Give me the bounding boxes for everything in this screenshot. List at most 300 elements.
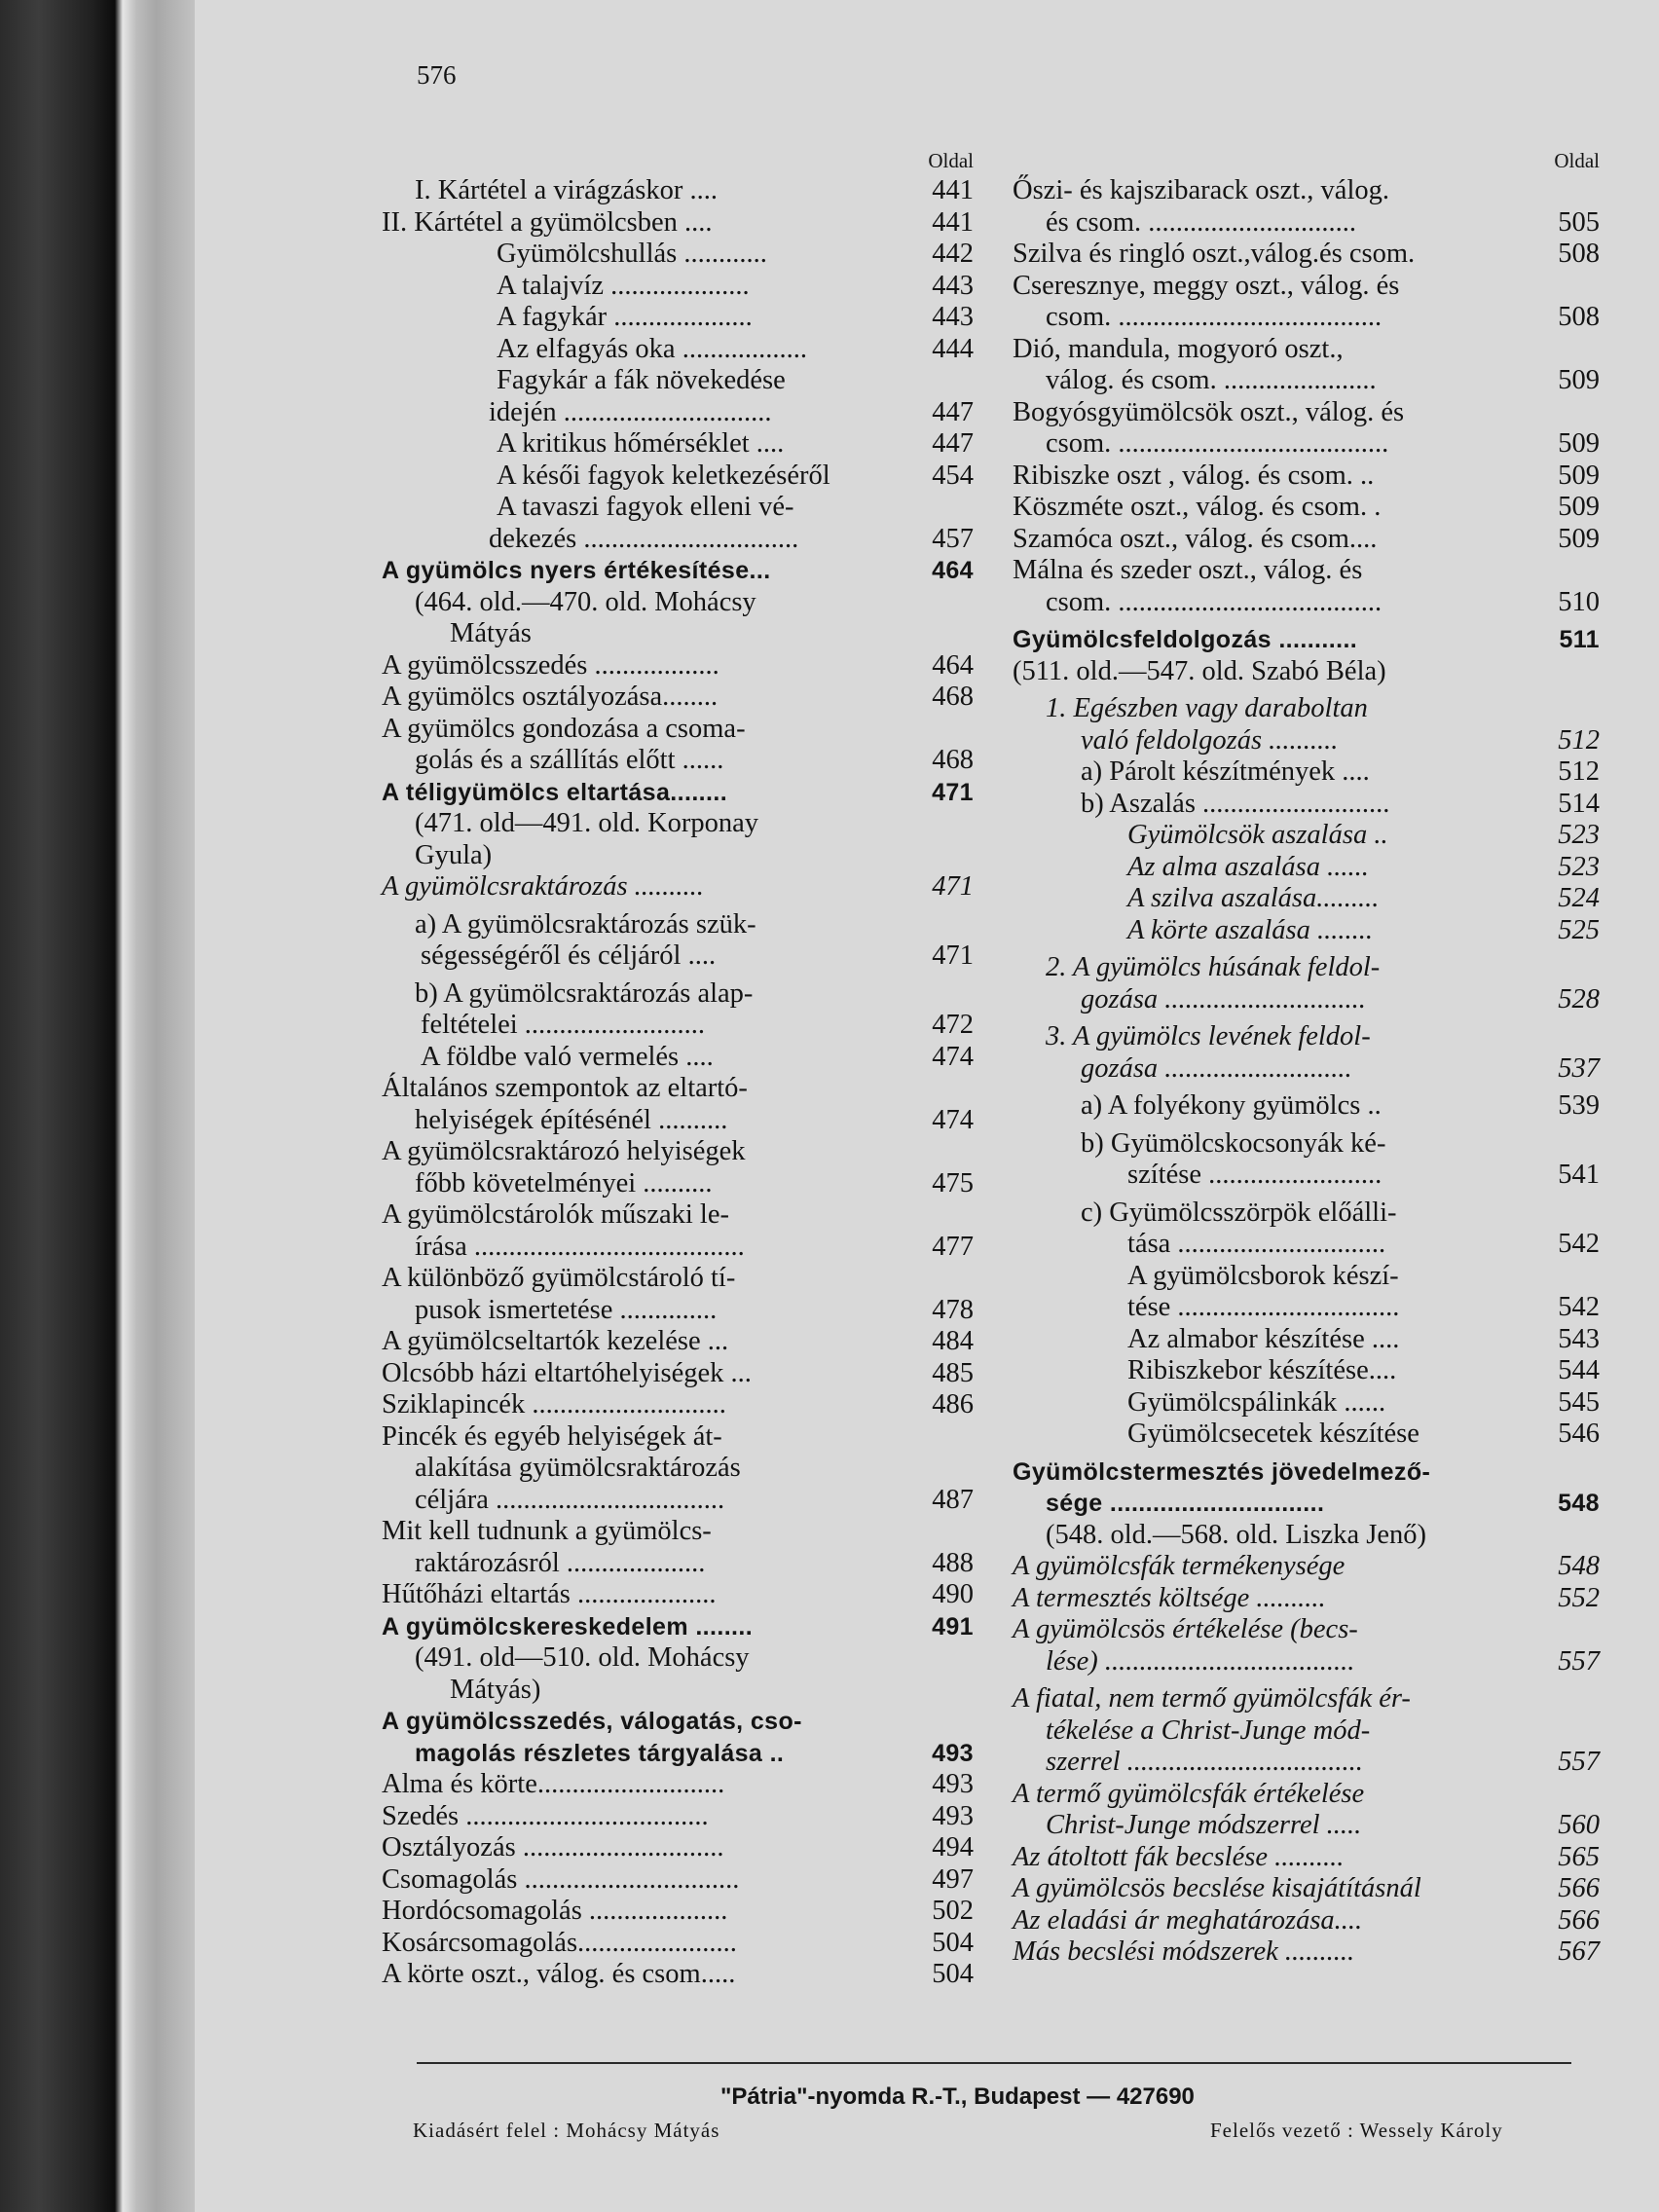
toc-entry — [1013, 1873, 1600, 1905]
toc-entry — [382, 555, 974, 587]
toc-entry-page: 565 — [1558, 1841, 1600, 1872]
toc-entry-title: Dió, mandula, mogyoró oszt., — [1013, 333, 1344, 364]
toc-entry-title: ségességéről és céljáról .... — [421, 940, 717, 971]
toc-entry-title: b) Aszalás ........................... — [1081, 788, 1390, 819]
toc-entry-page: 493 — [932, 1739, 974, 1767]
toc-entry — [1013, 1936, 1600, 1969]
toc-entry-title: Málna és szeder oszt., válog. és — [1013, 555, 1363, 585]
toc-entry — [1013, 789, 1600, 821]
toc-entry — [382, 1579, 974, 1611]
toc-entry — [1013, 524, 1600, 556]
toc-entry-page: 443 — [932, 302, 974, 332]
toc-entry-page: 472 — [932, 1010, 974, 1040]
toc-entry-page: 539 — [1558, 1090, 1600, 1121]
toc-entry — [382, 1358, 974, 1390]
toc-entry-title: Hűtőházi eltartás .................... — [382, 1579, 717, 1609]
toc-entry-title: A termesztés költsége .......... — [1013, 1582, 1326, 1613]
toc-entry-page: 441 — [932, 175, 974, 205]
toc-entry-title: Gyümölcshullás ............ — [497, 239, 767, 269]
toc-entry — [1013, 271, 1600, 303]
toc-entry — [1013, 725, 1600, 757]
toc-entry-page: 548 — [1558, 1490, 1600, 1517]
toc-entry-title: b) Gyümölcskocsonyák ké- — [1081, 1127, 1386, 1159]
toc-entry — [1013, 555, 1600, 587]
toc-entry-title: I. Kártétel a virágzáskor .... — [415, 175, 718, 205]
toc-entry — [382, 587, 974, 619]
toc-entry-page: 447 — [932, 428, 974, 459]
toc-entry-page: 441 — [932, 206, 974, 238]
toc-entry — [382, 365, 974, 397]
toc-entry — [1013, 397, 1600, 429]
toc-entry-title: tékelése a Christ-Junge mód- — [1046, 1714, 1371, 1746]
toc-entry — [382, 940, 974, 973]
toc-entry — [382, 1738, 974, 1770]
toc-entry — [382, 461, 974, 493]
toc-entry-page: 471 — [932, 871, 974, 902]
toc-entry-title: Gyümölcspálinkák ...... — [1127, 1386, 1386, 1418]
toc-entry — [1013, 820, 1600, 852]
toc-entry-page: 447 — [932, 396, 974, 427]
toc-entry-title: csom. ...................................... — [1046, 302, 1382, 332]
toc-entry-page: 454 — [932, 460, 974, 491]
toc-entry-page: 464 — [932, 649, 974, 681]
toc-entry-page: 468 — [932, 745, 974, 775]
toc-entry-title: A gyümölcstárolók műszaki le- — [382, 1199, 729, 1230]
toc-entry — [382, 1263, 974, 1295]
toc-entry-page: 543 — [1558, 1323, 1600, 1354]
toc-entry — [1013, 1160, 1600, 1192]
toc-right-column — [1013, 146, 1600, 1969]
toc-entry — [382, 871, 974, 903]
toc-entry — [1013, 1419, 1600, 1451]
toc-entry-title: csom. ...................................... — [1046, 586, 1382, 617]
toc-entry-page: 477 — [932, 1231, 974, 1262]
toc-entry-page: 502 — [932, 1896, 974, 1926]
toc-entry-title: Az eladási ár meghatározása.... — [1013, 1904, 1363, 1936]
toc-entry — [1013, 1779, 1600, 1811]
toc-entry-title: b) A gyümölcsraktározás alap- — [415, 977, 754, 1009]
toc-entry — [382, 1928, 974, 1960]
toc-entry-title: A gyümölcs gondozása a csoma- — [382, 713, 746, 744]
toc-entry-title: gozása ............................. — [1081, 983, 1366, 1014]
toc-entry-page: 523 — [1558, 820, 1600, 850]
toc-entry-page: 557 — [1558, 1747, 1600, 1777]
toc-entry-page: 494 — [932, 1832, 974, 1862]
footer-rule — [417, 2062, 1571, 2064]
toc-entry-page: 486 — [932, 1389, 974, 1419]
toc-entry-title: Kosárcsomagolás....................... — [382, 1927, 737, 1958]
toc-entry-title: Köszméte oszt., válog. és csom. . — [1013, 492, 1382, 522]
toc-entry-title: Osztályozás ............................. — [382, 1832, 724, 1862]
toc-entry — [382, 618, 974, 650]
toc-entry-title: A gyümölcsraktározó helyiségek — [382, 1136, 746, 1166]
toc-entry-title: (471. old—491. old. Korponay — [415, 808, 759, 838]
toc-entry-title: sége .............................. — [1046, 1490, 1325, 1517]
toc-entry — [382, 1769, 974, 1801]
toc-entry-title: Bogyósgyümölcsök oszt., válog. és — [1013, 396, 1405, 427]
toc-entry-title: A fagykár .................... — [497, 302, 753, 332]
toc-entry — [382, 1421, 974, 1454]
toc-entry — [382, 1168, 974, 1200]
toc-entry — [382, 909, 974, 941]
toc-entry-title: Gyümölcsecetek készítése — [1127, 1419, 1419, 1449]
toc-entry — [1013, 883, 1600, 915]
toc-entry — [382, 1801, 974, 1833]
toc-entry — [382, 1642, 974, 1675]
toc-entry-title: céljára ................................. — [415, 1484, 725, 1515]
toc-entry — [1013, 656, 1600, 688]
toc-entry-title: Gyula) — [415, 839, 493, 870]
toc-entry — [1013, 984, 1600, 1016]
toc-entry-title: A szilva aszalása......... — [1127, 883, 1380, 913]
toc-entry-title: A gyümölcsraktározás .......... — [382, 871, 704, 902]
toc-entry-title: Az átoltott fák becslése .......... — [1013, 1841, 1345, 1872]
toc-entry — [382, 1295, 974, 1327]
toc-entry — [382, 1675, 974, 1707]
toc-entry — [382, 302, 974, 334]
toc-entry-title: szerrel .................................. — [1046, 1747, 1363, 1777]
toc-entry-title: Szedés ................................... — [382, 1800, 709, 1831]
toc-entry-page: 552 — [1558, 1582, 1600, 1613]
toc-entry-title: Általános szempontok az eltartó- — [382, 1073, 748, 1103]
toc-entry-title: pusok ismertetése .............. — [415, 1294, 718, 1325]
toc-entry-page: 475 — [932, 1167, 974, 1198]
toc-entry-title: Sziklapincék ............................ — [382, 1389, 726, 1419]
toc-entry — [1013, 1715, 1600, 1748]
toc-entry-title: raktározásról .................... — [415, 1547, 706, 1578]
toc-entry-title: A termő gyümölcsfák értékelése — [1013, 1778, 1365, 1809]
toc-entry-page: 509 — [1558, 492, 1600, 522]
toc-entry — [382, 714, 974, 746]
toc-entry — [382, 524, 974, 556]
publisher-line: Kiadásért felel : Mohácsy Mátyás — [413, 2119, 720, 2142]
toc-entry-page: 544 — [1558, 1355, 1600, 1385]
toc-entry-title: Gyümölcstermesztés jövedelmező- — [1013, 1457, 1431, 1486]
toc-entry — [1013, 1488, 1600, 1520]
toc-entry — [382, 1832, 974, 1864]
toc-entry-page: 510 — [1558, 586, 1600, 617]
toc-entry — [1013, 1583, 1600, 1615]
toc-entry — [1013, 1090, 1600, 1123]
toc-entry-title: (548. old.—568. old. Liszka Jenő) — [1046, 1519, 1427, 1550]
toc-entry — [1013, 334, 1600, 366]
toc-entry-title: A talajvíz .................... — [497, 270, 750, 301]
toc-entry-title: A gyümölcsszedés, válogatás, cso- — [382, 1708, 802, 1735]
toc-entry — [382, 1326, 974, 1358]
toc-entry-page: 537 — [1558, 1052, 1600, 1084]
toc-entry-page: 444 — [932, 333, 974, 364]
toc-entry — [1013, 1683, 1600, 1715]
toc-entry — [1013, 461, 1600, 493]
page-number: 576 — [417, 60, 457, 90]
toc-entry-page: 545 — [1558, 1386, 1600, 1418]
toc-entry — [1013, 1387, 1600, 1419]
toc-entry-title: Christ-Junge módszerrel ..... — [1046, 1810, 1362, 1840]
toc-entry — [382, 650, 974, 682]
toc-entry-title: Cseresznye, meggy oszt., válog. és — [1013, 270, 1400, 301]
toc-entry — [382, 682, 974, 714]
toc-entry-title: A gyümölcsös értékelése (becs- — [1013, 1614, 1358, 1644]
toc-entry-page: 457 — [932, 523, 974, 554]
toc-entry — [1013, 1614, 1600, 1646]
toc-entry-title: A gyümölcsfák termékenysége — [1013, 1551, 1346, 1581]
toc-entry — [382, 1389, 974, 1421]
toc-entry-title: Az elfagyás oka .................. — [497, 333, 807, 364]
toc-entry — [382, 334, 974, 366]
toc-entry — [1013, 1747, 1600, 1779]
toc-entry — [382, 1453, 974, 1485]
toc-entry-title: Ribiszkebor készítése.... — [1127, 1355, 1397, 1385]
toc-entry-page: 497 — [932, 1863, 974, 1895]
toc-entry-title: 1. Egészben vagy daraboltan — [1046, 693, 1368, 723]
toc-entry-page: 464 — [932, 557, 974, 584]
toc-entry — [382, 1706, 974, 1738]
toc-entry — [382, 745, 974, 777]
toc-entry — [382, 428, 974, 461]
toc-entry — [1013, 1292, 1600, 1324]
toc-entry-title: alakítása gyümölcsraktározás — [415, 1453, 741, 1483]
toc-entry — [382, 1105, 974, 1137]
toc-entry-title: Gyümölcsök aszalása .. — [1127, 820, 1388, 850]
toc-entry — [382, 1042, 974, 1074]
toc-entry-page: 512 — [1558, 756, 1600, 787]
toc-entry — [1013, 1021, 1600, 1053]
toc-entry-title: A gyümölcsszedés .................. — [382, 649, 719, 681]
toc-entry-page: 528 — [1558, 983, 1600, 1014]
toc-entry-title: Pincék és egyéb helyiségek át- — [382, 1420, 722, 1452]
toc-entry — [1013, 1810, 1600, 1842]
toc-entry-page: 525 — [1558, 914, 1600, 945]
toc-entry — [1013, 915, 1600, 947]
toc-entry-page: 488 — [932, 1547, 974, 1578]
toc-entry-page: 474 — [932, 1104, 974, 1135]
toc-entry — [1013, 1324, 1600, 1356]
toc-entry-title: golás és a szállítás előtt ...... — [415, 745, 724, 775]
toc-entry — [1013, 624, 1600, 656]
toc-entry-title: feltételei .......................... — [421, 1010, 706, 1040]
toc-entry-title: a) Párolt készítmények .... — [1081, 756, 1370, 787]
toc-entry — [382, 1896, 974, 1928]
toc-entry-title: A késői fagyok keletkezéséről — [497, 460, 830, 491]
toc-entry-page: 508 — [1558, 239, 1600, 269]
toc-entry — [382, 1485, 974, 1517]
toc-entry-title: A tavaszi fagyok elleni vé- — [497, 492, 794, 522]
toc-entry-title: helyiségek építésénél .......... — [415, 1104, 728, 1135]
toc-entry-title: A különböző gyümölcstároló tí- — [382, 1263, 736, 1293]
toc-entry-title: Hordócsomagolás .................... — [382, 1896, 728, 1926]
toc-entry — [382, 239, 974, 271]
toc-entry-page: 509 — [1558, 460, 1600, 491]
toc-entry — [1013, 207, 1600, 240]
toc-entry-page: 566 — [1558, 1873, 1600, 1903]
toc-entry-title: a) A folyékony gyümölcs .. — [1081, 1090, 1382, 1121]
toc-entry-page: 512 — [1558, 724, 1600, 756]
toc-entry-page: 471 — [932, 940, 974, 971]
toc-entry-title: gozása ........................... — [1081, 1052, 1352, 1084]
toc-entry — [382, 1864, 974, 1897]
toc-entry — [1013, 1646, 1600, 1678]
toc-entry-title: Ribiszke oszt , válog. és csom. .. — [1013, 460, 1375, 491]
toc-entry-title: Szilva és ringló oszt.,válog.és csom. — [1013, 239, 1416, 269]
toc-entry-page: 523 — [1558, 851, 1600, 882]
toc-entry-page: 468 — [932, 682, 974, 712]
toc-entry-page: 487 — [932, 1484, 974, 1515]
toc-entry-page: 566 — [1558, 1904, 1600, 1936]
right-column-header: Oldal — [1554, 149, 1600, 172]
toc-entry — [1013, 1551, 1600, 1583]
toc-entry-page: 478 — [932, 1294, 974, 1325]
toc-entry — [382, 978, 974, 1011]
toc-entry-title: Fagykár a fák növekedése — [497, 365, 786, 395]
toc-entry — [382, 840, 974, 872]
toc-entry — [382, 1073, 974, 1105]
toc-entry — [382, 207, 974, 240]
toc-entry — [1013, 239, 1600, 271]
toc-entry-title: c) Gyümölcsszörpök előálli- — [1081, 1197, 1397, 1228]
toc-entry-title: csom. ....................................... — [1046, 428, 1389, 459]
toc-left-column — [382, 146, 974, 1991]
toc-entry-title: Mátyás) — [450, 1674, 541, 1705]
toc-entry — [1013, 365, 1600, 397]
toc-entry-title: A gyümölcs nyers értékesítése... — [382, 557, 771, 584]
toc-entry-title: tése ................................ — [1127, 1292, 1400, 1322]
toc-entry-page: 546 — [1558, 1419, 1600, 1449]
toc-entry-title: tása .............................. — [1127, 1229, 1386, 1259]
toc-entry-title: (511. old.—547. old. Szabó Béla) — [1013, 655, 1386, 686]
toc-entry-page: 511 — [1559, 626, 1600, 653]
toc-entry — [1013, 1053, 1600, 1086]
toc-entry — [382, 1959, 974, 1991]
toc-entry-page: 504 — [932, 1927, 974, 1958]
toc-entry — [1013, 756, 1600, 789]
toc-entry-title: főbb követelményei .......... — [415, 1167, 713, 1198]
toc-entry-page: 471 — [932, 778, 974, 806]
toc-entry — [382, 1199, 974, 1232]
toc-entry-page: 541 — [1558, 1160, 1600, 1190]
toc-entry-title: Szamóca oszt., válog. és csom.... — [1013, 523, 1378, 554]
toc-entry — [382, 1010, 974, 1042]
toc-entry — [1013, 1198, 1600, 1230]
toc-entry-title: A körte oszt., válog. és csom..... — [382, 1959, 736, 1989]
printer-line: "Pátria"-nyomda R.-T., Budapest — 427690 — [720, 2083, 1195, 2110]
toc-entry — [382, 1136, 974, 1168]
toc-entry — [1013, 302, 1600, 334]
toc-entry-title: II. Kártétel a gyümölcsben .... — [382, 206, 713, 238]
toc-entry — [1013, 428, 1600, 461]
toc-entry-page: 505 — [1558, 206, 1600, 238]
toc-entry — [382, 777, 974, 809]
toc-entry-title: való feldolgozás .......... — [1081, 724, 1339, 756]
toc-entry-page: 557 — [1558, 1645, 1600, 1677]
toc-entry-page: 509 — [1558, 428, 1600, 459]
toc-entry-page: 504 — [932, 1959, 974, 1989]
toc-entry-title: A téligyümölcs eltartása........ — [382, 778, 728, 806]
toc-entry-title: A gyümölcsborok készí- — [1127, 1260, 1399, 1291]
toc-entry-title: Más becslési módszerek .......... — [1013, 1936, 1355, 1967]
toc-entry-page: 542 — [1558, 1229, 1600, 1259]
toc-entry-title: A fiatal, nem termő gyümölcsfák ér- — [1013, 1683, 1411, 1714]
toc-entry-page: 524 — [1558, 883, 1600, 913]
toc-entry-title: A kritikus hőmérséklet .... — [497, 428, 785, 459]
toc-entry-title: (464. old.—470. old. Mohácsy — [415, 586, 756, 617]
toc-entry-page: 484 — [932, 1326, 974, 1356]
toc-entry-title: Csomagolás ............................... — [382, 1863, 740, 1895]
toc-entry-title: 2. A gyümölcs húsának feldol- — [1046, 952, 1381, 982]
toc-entry-title: A gyümölcs osztályozása........ — [382, 682, 719, 712]
toc-entry-page: 493 — [932, 1800, 974, 1831]
toc-entry-title: 3. A gyümölcs levének feldol- — [1046, 1021, 1371, 1051]
toc-entry-title: Őszi- és kajszibarack oszt., válog. — [1013, 175, 1389, 205]
toc-entry-title: (491. old—510. old. Mohácsy — [415, 1642, 750, 1673]
toc-entry — [1013, 1261, 1600, 1293]
toc-entry-title: dekezés ............................... — [489, 523, 799, 554]
toc-entry-page: 509 — [1558, 365, 1600, 395]
toc-entry-page: 567 — [1558, 1936, 1600, 1967]
toc-entry-title: A gyümölcskereskedelem ........ — [382, 1612, 754, 1641]
toc-entry-title: a) A gyümölcsraktározás szük- — [415, 908, 756, 940]
toc-entry-title: és csom. .............................. — [1046, 206, 1357, 238]
toc-entry — [1013, 492, 1600, 524]
toc-entry — [1013, 175, 1600, 207]
toc-entry-title: A gyümölcsös becslése kisajátításnál — [1013, 1873, 1421, 1903]
toc-entry — [1013, 1128, 1600, 1161]
toc-entry-title: A körte aszalása ........ — [1127, 914, 1374, 945]
toc-entry — [1013, 693, 1600, 725]
toc-entry — [1013, 952, 1600, 984]
toc-entry — [1013, 587, 1600, 619]
toc-entry-title: idején .............................. — [489, 396, 772, 427]
toc-entry-page: 560 — [1558, 1810, 1600, 1840]
toc-entry — [1013, 852, 1600, 884]
toc-entry — [1013, 1842, 1600, 1874]
toc-entry-page: 474 — [932, 1041, 974, 1072]
manager-line: Felelős vezető : Wessely Károly — [1210, 2119, 1503, 2142]
toc-entry-title: Olcsóbb házi eltartóhelyiségek ... — [382, 1357, 752, 1388]
toc-entry — [382, 808, 974, 840]
toc-entry-page: 442 — [932, 239, 974, 269]
toc-entry-page: 493 — [932, 1769, 974, 1799]
toc-entry-page: 542 — [1558, 1292, 1600, 1322]
toc-entry-title: A gyümölcseltartók kezelése ... — [382, 1326, 729, 1356]
toc-entry-page: 514 — [1558, 788, 1600, 819]
toc-entry — [382, 1232, 974, 1264]
toc-entry-page: 509 — [1558, 523, 1600, 554]
toc-entry-title: Az almabor készítése .... — [1127, 1323, 1400, 1354]
toc-entry — [1013, 1905, 1600, 1937]
toc-entry — [1013, 1456, 1600, 1489]
toc-entry — [382, 271, 974, 303]
toc-entry-title: A földbe való vermelés .... — [421, 1041, 714, 1072]
toc-entry-title: szítése ......................... — [1127, 1160, 1382, 1190]
toc-entry-title: lése) .................................... — [1046, 1645, 1355, 1677]
toc-entry — [382, 397, 974, 429]
toc-entry-title: Alma és körte........................... — [382, 1769, 725, 1799]
toc-entry — [382, 1516, 974, 1548]
left-column-header: Oldal — [928, 149, 974, 172]
toc-entry — [382, 1548, 974, 1580]
toc-entry-title: Mit kell tudnunk a gyümölcs- — [382, 1516, 712, 1546]
toc-entry-title: magolás részletes tárgyalása .. — [415, 1739, 785, 1767]
toc-entry-page: 490 — [932, 1579, 974, 1609]
toc-entry — [1013, 1355, 1600, 1387]
toc-entry-title: Az alma aszalása ...... — [1127, 851, 1369, 882]
toc-entry — [1013, 1520, 1600, 1552]
toc-entry-page: 508 — [1558, 302, 1600, 332]
toc-entry — [1013, 1229, 1600, 1261]
toc-entry — [382, 175, 974, 207]
toc-entry-title: válog. és csom. ...................... — [1046, 365, 1377, 395]
toc-entry-page: 548 — [1558, 1551, 1600, 1581]
